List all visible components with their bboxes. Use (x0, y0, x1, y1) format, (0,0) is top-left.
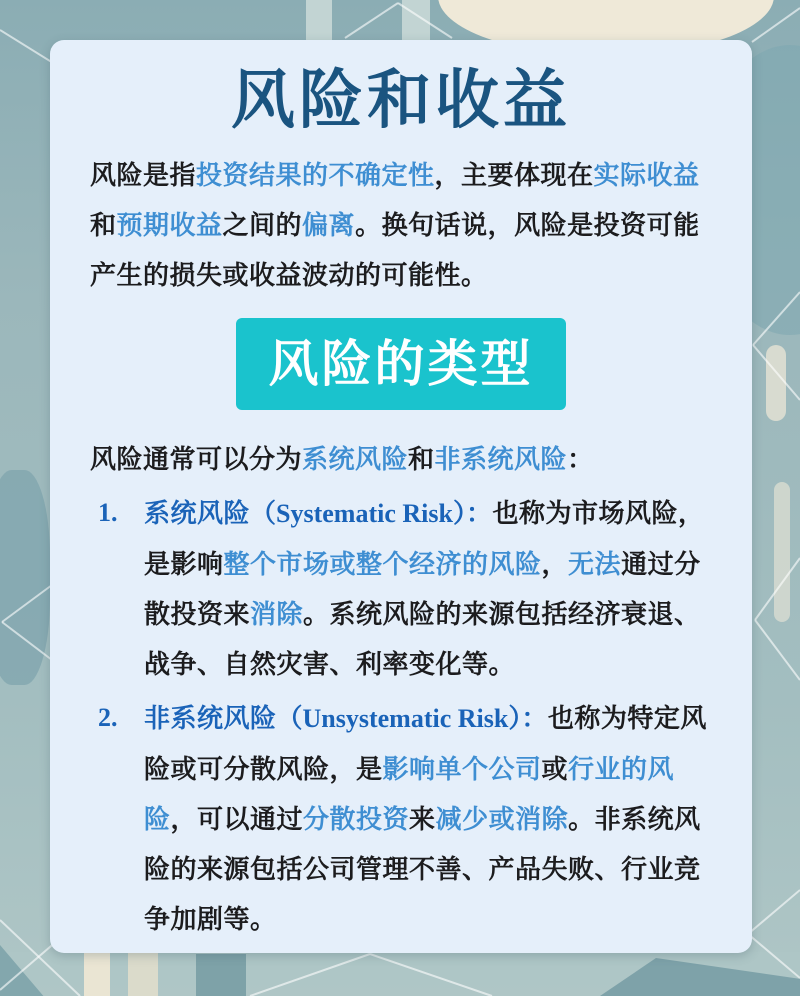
intro-paragraph (90, 150, 712, 300)
text-segment: 预期收益 (116, 210, 223, 241)
text-segment: 偏离 (302, 210, 356, 241)
item-number: 2. (98, 703, 118, 733)
text-segment: 减少或消除 (435, 804, 569, 835)
text-segment: 和 (90, 210, 117, 241)
risk-type-list (90, 488, 712, 944)
text-segment: 之间的 (222, 210, 303, 241)
text-segment: 整个市场或整个经济的风险 (223, 549, 542, 580)
risk-item-systematic (98, 488, 712, 689)
text-segment: 。系统风险的来源包括经济衰退、战争、自然灾害、利率变化等。 (144, 599, 701, 680)
text-segment: 系统风险 (144, 498, 251, 529)
text-segment: 风险是指 (90, 160, 197, 191)
section-banner (236, 318, 566, 410)
text-segment: 非系统风险 (144, 703, 277, 734)
text-segment: 或 (541, 754, 569, 785)
text-segment: 非系统风险 (434, 444, 568, 475)
text-segment: ， (541, 549, 569, 580)
content-card (50, 40, 752, 953)
poster-title: 风险和收益 (231, 65, 571, 136)
text-segment: 投资结果的不确定性 (196, 160, 435, 191)
text-segment: 行业的风险 (144, 754, 675, 835)
text-segment: ，主要体现在 (434, 160, 594, 191)
text-segment: 和 (408, 444, 435, 475)
text-segment: 无法 (568, 549, 622, 580)
text-segment: 。换句话说，风险是投资可能产生的损失或收益波动的可能性。 (90, 210, 700, 291)
text-segment: 通过分散投资来 (144, 549, 701, 630)
text-segment: 风险通常可以分为 (90, 444, 303, 475)
text-segment: 系统风险 (302, 444, 409, 475)
text-segment: ，可以通过 (170, 804, 304, 835)
text-segment: ： (521, 703, 548, 734)
item-number: 1. (98, 498, 118, 528)
text-segment: ： (567, 444, 594, 475)
text-segment: 来 (409, 804, 436, 835)
text-segment: 也称为特定风险或可分散风险，是 (144, 703, 707, 785)
text-segment: 分散投资 (303, 804, 410, 835)
text-segment: （Unsystematic Risk） (276, 704, 522, 734)
text-segment: 消除 (250, 599, 304, 630)
text-segment: ： (465, 498, 493, 529)
item-text (144, 693, 712, 944)
text-segment: （Systematic Risk） (250, 499, 466, 529)
text-segment: 。非系统风险的来源包括公司管理不善、产品失败、行业竞争加剧等。 (144, 804, 701, 935)
text-segment: 影响单个公司 (382, 754, 542, 785)
types-intro-line (90, 434, 712, 484)
risk-item-unsystematic (98, 693, 712, 944)
item-text (144, 488, 712, 689)
text-segment: 也称为市场风险，是影响 (144, 498, 705, 580)
section-banner-label: 风险的类型 (268, 336, 534, 393)
text-segment: 实际收益 (593, 160, 700, 191)
